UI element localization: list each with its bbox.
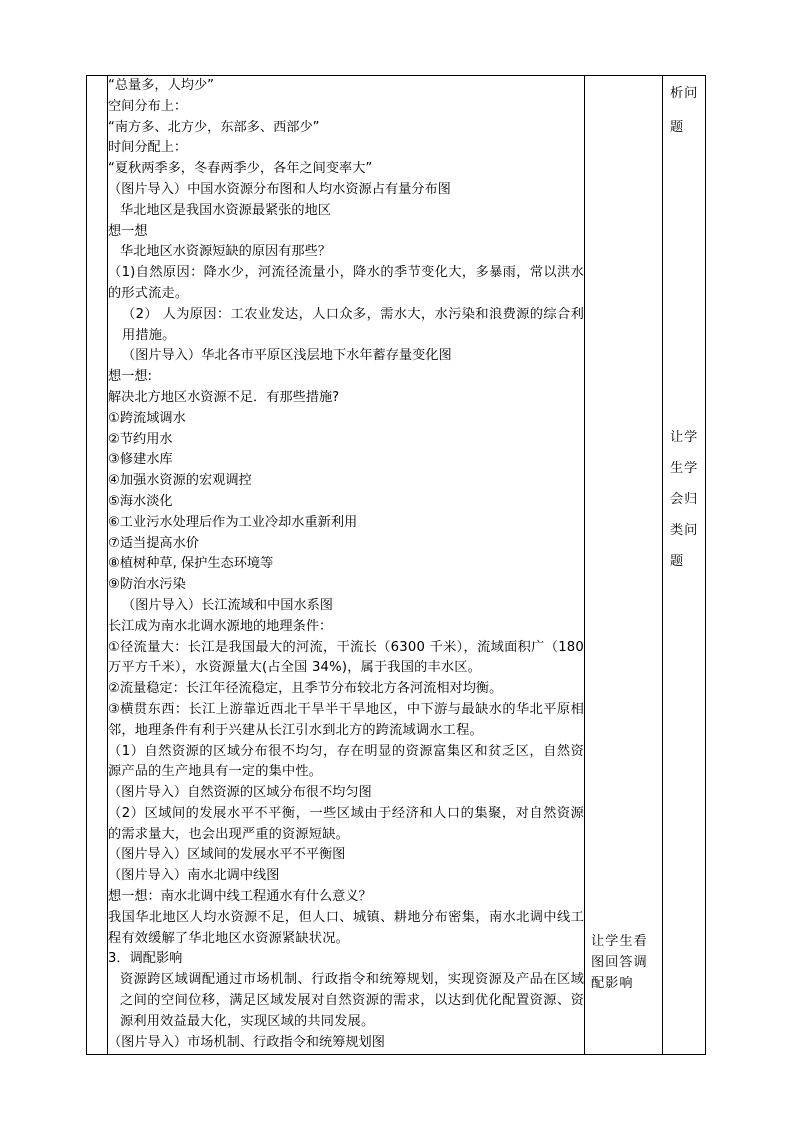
design-intent-text: 题 <box>670 554 685 569</box>
list-item: ⑦适当提高水价 <box>108 535 199 551</box>
content-line: 空间分布上： <box>108 98 188 114</box>
content-line: 想一想 <box>108 223 148 239</box>
content-line: （图片导入）华北各市平原区浅层地下水年蓄存量变化图 <box>122 348 452 364</box>
narrow-left-cell <box>87 76 108 1055</box>
content-line: （图片导入）自然资源的区域分布很不均匀图 <box>108 785 372 801</box>
content-line: （图片导入）市场机制、行政指令和统筹规划图 <box>108 1034 385 1050</box>
content-line: 长江成为南水北调水源地的地理条件： <box>108 618 333 634</box>
content-line: 想一想：南水北调中线工程通水有什么意义？ <box>108 889 372 905</box>
list-item: ④加强水资源的宏观调控 <box>108 473 252 489</box>
content-paragraph: （2） 人为原因：工农业发达，人口众多，需水大，水污染和浪费源的综合利用措施。 <box>122 306 584 343</box>
content-line: “总量多，人均少” <box>108 78 214 93</box>
list-item: ⑤海水淡化 <box>108 493 173 509</box>
teaching-content-cell <box>108 76 585 1055</box>
list-item: ②节约用水 <box>108 431 173 447</box>
content-paragraph: ③横贯东西：长江上游靠近西北干旱半干旱地区，中下游与最缺水的华北平原相邻，地理条件有利于兴建从长江引水到北方的跨流域调水工程。 <box>108 701 584 738</box>
table-row <box>87 76 706 1055</box>
content-line: “南方多、北方少，东部多、西部少” <box>108 119 320 135</box>
student-activity-cell <box>585 76 663 1055</box>
list-item: ①跨流域调水 <box>108 410 186 426</box>
content-line: 华北地区水资源短缺的原因有那些？ <box>120 244 331 260</box>
list-item: ⑨防治水污染 <box>108 577 186 593</box>
content-line: 解决北方地区水资源不足．有那些措施? <box>108 389 340 405</box>
content-paragraph: （2）区域间的发展水平不平衡，一些区域由于经济和人口的集聚，对自然资源的需求量大，也会出现严重的资源短缺。 <box>108 805 584 842</box>
content-line: （图片导入）中国水资源分布图和人均水资源占有量分布图 <box>108 181 451 197</box>
content-line: 想一想: <box>108 369 153 385</box>
content-paragraph: ①径流量大：长江是我国最大的河流，干流长（6300 千米），流域面积广（180 万平方千米），水资源量大(占全国 34%)，属于我国的丰水区。 <box>108 639 584 676</box>
list-item: ⑧植树种草, 保护生态环境等 <box>108 556 274 572</box>
design-intent-text: 题 <box>670 120 685 135</box>
content-line: 时间分配上： <box>108 140 188 156</box>
design-intent-text: 析问 <box>670 86 699 101</box>
content-line: （图片导入）南水北调中线图 <box>108 868 280 884</box>
student-activity-text: 让学生看图回答调配影响 <box>591 934 648 991</box>
content-paragraph: （1）自然资源的区域分布很不均匀，存在明显的资源富集区和贫乏区，自然资源产品的生产地具有一定的集中性。 <box>108 743 584 780</box>
design-intent-text: 会归 <box>670 492 699 507</box>
content-paragraph: 我国华北地区人均水资源不足，但人口、城镇、耕地分布密集，南水北调中线工程有效缓解了华北地区水资源紧缺状况。 <box>108 909 584 946</box>
content-line: （图片导入）区域间的发展水平不平衡图 <box>108 847 346 863</box>
content-line: 3．调配影响 <box>108 951 183 967</box>
lesson-plan-table <box>86 75 706 1055</box>
content-line: 华北地区是我国水资源最紧张的地区 <box>120 202 331 218</box>
design-intent-text: 类问 <box>670 523 699 538</box>
design-intent-text: 让学 <box>670 430 699 445</box>
design-intent-text: 生学 <box>670 461 699 476</box>
list-item: ③修建水库 <box>108 452 173 468</box>
content-line: ②流量稳定：长江年径流稳定，且季节分布较北方各河流相对均衡。 <box>108 681 503 697</box>
content-line: “夏秋两季多，冬春两季少，各年之间变率大” <box>108 161 373 177</box>
design-intent-cell <box>663 76 706 1055</box>
content-paragraph: 资源跨区域调配通过市场机制、行政指令和统筹规划，实现资源及产品在区域之间的空间位移，满足区域发展对自然资源的需求，以达到优化配置资源、资源利用效益最大化，实现区域的共同发展。 <box>120 972 584 1029</box>
list-item: ⑥工业污水处理后作为工业冷却水重新利用 <box>108 514 358 530</box>
content-paragraph: （1)自然原因：降水少，河流径流量小，降水的季节变化大，多暴雨，常以洪水的形式流走。 <box>108 265 584 301</box>
content-line: （图片导入）长江流域和中国水系图 <box>122 597 333 613</box>
